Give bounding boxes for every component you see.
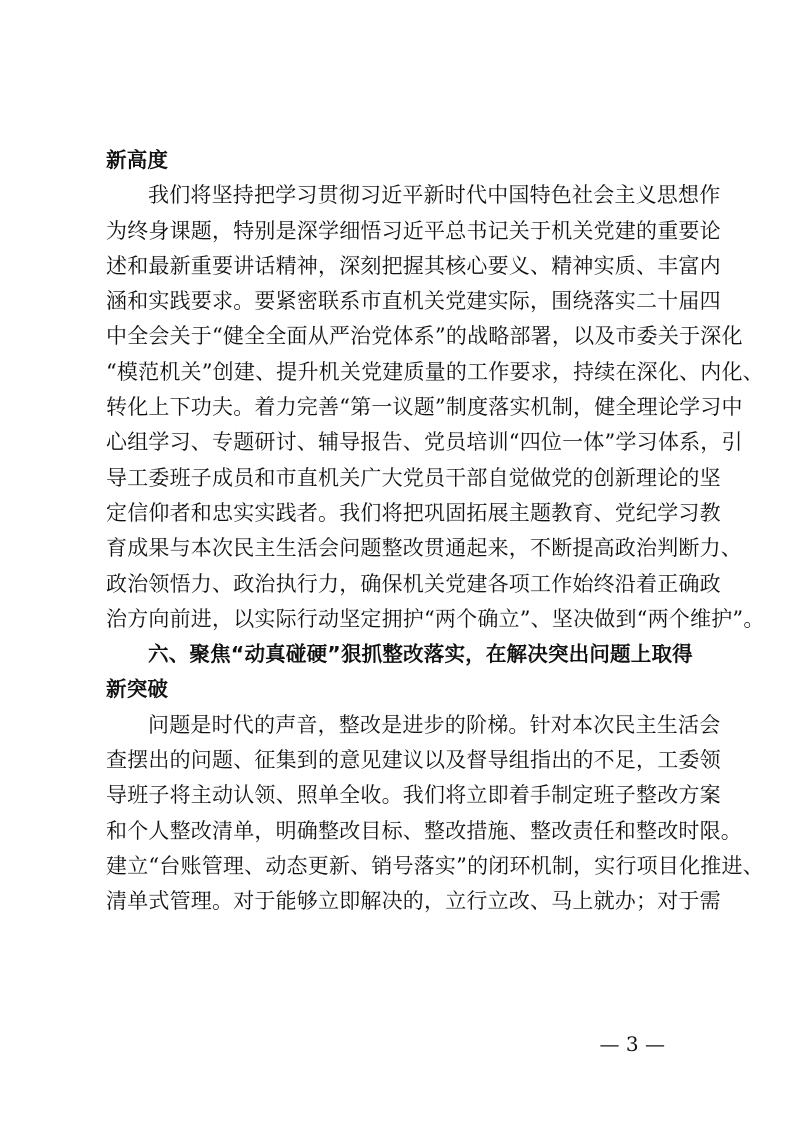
paragraph-line: 建立“台账管理、动态更新、销号落实”的闭环机制，实行项目化推进、 xyxy=(106,853,764,878)
section-heading-continuation: 新突破 xyxy=(106,677,169,702)
paragraph-line: “模范机关”创建、提升机关党建质量的工作要求，持续在深化、内化、 xyxy=(106,359,764,384)
section-heading: 六、聚焦“动真碰硬”狠抓整改落实，在解决突出问题上取得 xyxy=(148,642,693,667)
paragraph-line: 涵和实践要求。要紧密联系市直机关党建实际，围绕落实二十届四 xyxy=(106,289,721,314)
paragraph-line: 为终身课题，特别是深学细悟习近平总书记关于机关党建的重要论 xyxy=(106,218,721,243)
paragraph-line: 我们将坚持把学习贯彻习近平新时代中国特色社会主义思想作 xyxy=(148,183,721,208)
paragraph-line: 和个人整改清单，明确整改目标、整改措施、整改责任和整改时限。 xyxy=(106,818,742,843)
paragraph-line: 导班子将主动认领、照单全收。我们将立即着手制定班子整改方案 xyxy=(106,783,721,808)
paragraph-line: 定信仰者和忠实实践者。我们将把巩固拓展主题教育、党纪学习教 xyxy=(106,500,721,525)
heading-continuation: 新高度 xyxy=(106,148,169,172)
paragraph-line: 政治领悟力、政治执行力，确保机关党建各项工作始终沿着正确政 xyxy=(106,571,721,596)
paragraph-line: 导工委班子成员和市直机关广大党员干部自觉做党的创新理论的坚 xyxy=(106,465,721,490)
paragraph-line: 述和最新重要讲话精神，深刻把握其核心要义、精神实质、丰富内 xyxy=(106,253,721,278)
page-number: — 3 — xyxy=(599,1032,665,1056)
body-text xyxy=(106,143,765,920)
paragraph-line: 问题是时代的声音，整改是进步的阶梯。针对本次民主生活会 xyxy=(148,712,721,737)
paragraph-line: 清单式管理。对于能够立即解决的，立行立改、马上就办；对于需 xyxy=(106,889,721,914)
paragraph-line: 中全会关于“健全全面从严治党体系”的战略部署，以及市委关于深化 xyxy=(106,324,743,349)
paragraph-line: 心组学习、专题研讨、辅导报告、党员培训“四位一体”学习体系，引 xyxy=(106,430,743,455)
paragraph-line: 育成果与本次民主生活会问题整改贯通起来，不断提高政治判断力、 xyxy=(106,536,742,561)
paragraph-line: 治方向前进，以实际行动坚定拥护“两个确立”、坚决做到“两个维护”。 xyxy=(106,606,765,631)
paragraph-line: 转化上下功夫。着力完善“第一议题”制度落实机制，健全理论学习中 xyxy=(106,395,743,420)
paragraph-line: 查摆出的问题、征集到的意见建议以及督导组指出的不足，工委领 xyxy=(106,748,721,773)
